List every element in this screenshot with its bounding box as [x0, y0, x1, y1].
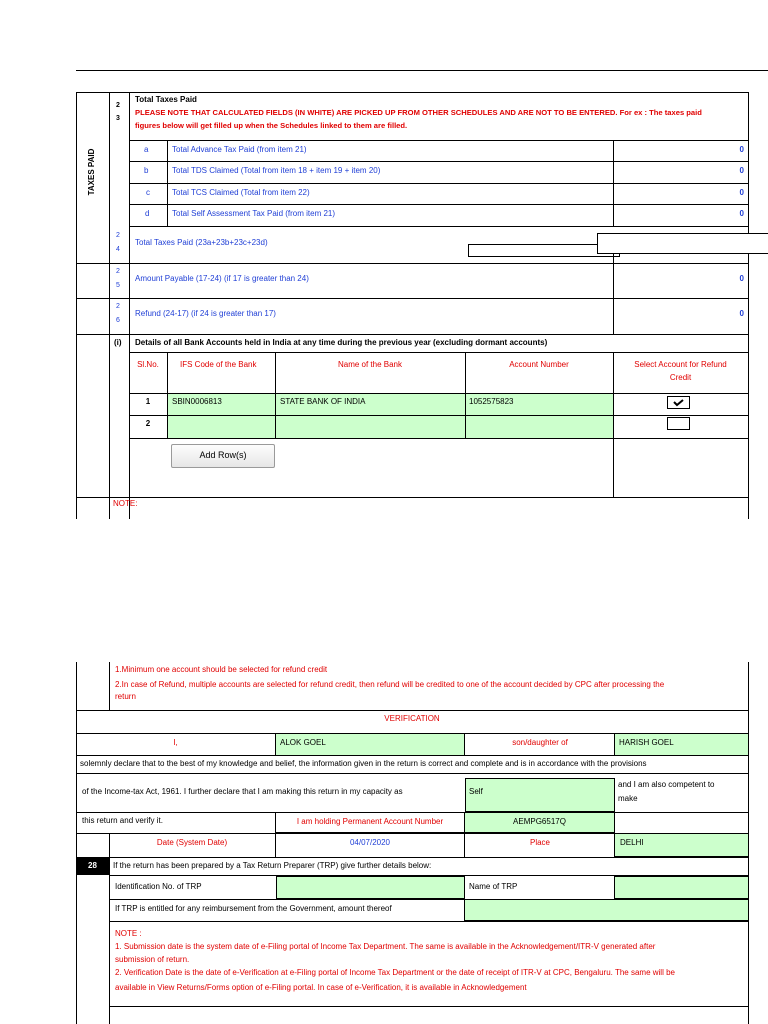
- bank-row-slno: 2: [145, 419, 151, 428]
- declarant-name-value: ALOK GOEL: [280, 738, 326, 747]
- subrow-label: Total TCS Claimed (Total from item 22): [172, 188, 310, 197]
- pan-value: AEMPG6517Q: [513, 817, 566, 826]
- ifsc-input[interactable]: [168, 394, 275, 415]
- frame-left: [76, 92, 77, 519]
- row25-num-b: 5: [116, 282, 120, 289]
- place-label: Place: [529, 838, 550, 847]
- trp-note1-l2: submission of return.: [115, 955, 190, 964]
- subrow-label: Total Advance Tax Paid (from item 21): [172, 145, 307, 154]
- row25-num-a: 2: [116, 268, 120, 275]
- check-icon: [668, 397, 689, 408]
- row25-label: Amount Payable (17-24) (if 17 is greater than 24): [135, 274, 309, 283]
- header-slno: Sl.No.: [137, 360, 159, 369]
- trp-reimbursement-label: If TRP is entitled for any reimbursement from the Government, amount thereof: [115, 904, 392, 913]
- header-bank-name: Name of the Bank: [337, 360, 403, 369]
- subrow-letter: a: [144, 145, 149, 154]
- row24-num-b: 4: [116, 246, 120, 253]
- trp-note2-l1: 2. Verification Date is the date of e-Verification at e-Filing portal of Income Tax Department or the date of receipt of ITR-V at CPC, Bengaluru. The same will be: [115, 968, 675, 977]
- subrow-letter: b: [144, 166, 149, 175]
- father-name-field[interactable]: [614, 733, 749, 756]
- place-field[interactable]: [614, 833, 749, 857]
- frame-col1: [109, 92, 110, 519]
- declarant-name-field[interactable]: [275, 733, 465, 756]
- trp-question: If the return has been prepared by a Tax Return Preparer (TRP) give further details below:: [113, 861, 432, 870]
- item-28-badge: [76, 857, 109, 875]
- declaration-text: solemnly declare that to the best of my knowledge and belief, the information given in the return is correct and complete and is in accordance with the provisions: [80, 759, 647, 768]
- bank-name-input[interactable]: [276, 394, 465, 415]
- row23-num-b: 3: [116, 115, 120, 122]
- trp-name-field[interactable]: [614, 876, 749, 899]
- competent-line1: and I am also competent to: [618, 780, 715, 789]
- son-daughter-label: son/daughter of: [512, 738, 568, 747]
- page-rule: [76, 70, 768, 71]
- account-number-value: 1052575823: [469, 397, 514, 406]
- refund-select-checkbox[interactable]: [667, 396, 690, 409]
- bank-roman: (i): [114, 338, 122, 347]
- date-label: Date (System Date): [156, 838, 228, 847]
- capacity-field[interactable]: [465, 778, 615, 812]
- trp-note-title: NOTE :: [115, 929, 142, 938]
- bank-name-value: STATE BANK OF INDIA: [280, 397, 366, 406]
- header-select-refund-l1: Select Account for Refund: [634, 360, 727, 369]
- subrow-letter: d: [145, 209, 150, 218]
- row23-num-a: 2: [116, 102, 120, 109]
- trp-id-field[interactable]: [276, 876, 465, 899]
- item-28-number: 28: [88, 861, 97, 870]
- act-text: of the Income-tax Act, 1961. I further declare that I am making this return in my capacity as: [82, 787, 403, 796]
- pan-label: I am holding Permanent Account Number: [296, 817, 444, 826]
- refund-select-checkbox[interactable]: [667, 417, 690, 430]
- trp-id-label: Identification No. of TRP: [115, 882, 202, 891]
- account-number-input[interactable]: [466, 416, 613, 438]
- row26-value: 0: [739, 309, 744, 318]
- account-number-input[interactable]: [466, 394, 613, 415]
- header-ifsc: IFS Code of the Bank: [180, 360, 257, 369]
- subrow-value: 0: [739, 166, 744, 175]
- row23-title: Total Taxes Paid: [135, 95, 197, 104]
- date-value: 04/07/2020: [349, 838, 391, 847]
- subrow-letter: c: [146, 188, 150, 197]
- i-label: I,: [173, 738, 178, 747]
- bank-note-label: NOTE:: [113, 499, 138, 508]
- subrow-value: 0: [739, 209, 744, 218]
- row23-note-line2: figures below will get filled up when the Schedules linked to them are filled.: [135, 121, 408, 130]
- add-rows-button[interactable]: Add Row(s): [171, 444, 275, 468]
- pan-label-cell: [275, 812, 465, 833]
- row24-total-field: [597, 233, 768, 254]
- capacity-value: Self: [469, 787, 483, 796]
- pan-field[interactable]: [464, 812, 615, 833]
- refund-note-2-cont: return: [115, 692, 136, 701]
- frame-right: [748, 92, 749, 519]
- father-name-value: HARISH GOEL: [619, 738, 674, 747]
- frame-top: [76, 92, 749, 93]
- trp-note2-l2: available in View Returns/Forms option of e-Filing portal. In case of e-Verification, it is available in Acknowledgement: [115, 983, 527, 992]
- trp-reimbursement-field[interactable]: [464, 899, 749, 921]
- ifsc-value: SBIN0006813: [172, 397, 222, 406]
- row24-label: Total Taxes Paid (23a+23b+23c+23d): [135, 238, 268, 247]
- subrow-label: Total TDS Claimed (Total from item 18 + item 19 + item 20): [172, 166, 381, 175]
- subrow-value: 0: [739, 188, 744, 197]
- competent-line2: make: [618, 794, 638, 803]
- refund-note-2: 2.In case of Refund, multiple accounts are selected for refund credit, then refund will be credited to one of the account decided by CPC after processing the: [115, 680, 665, 689]
- row24-num-a: 2: [116, 232, 120, 239]
- verify-text: this return and verify it.: [82, 816, 163, 825]
- frame-col2: [129, 92, 130, 519]
- bank-title: Details of all Bank Accounts held in India at any time during the previous year (excluding dormant accounts): [135, 338, 548, 347]
- row23-note-line1: PLEASE NOTE THAT CALCULATED FIELDS (IN WHITE) ARE PICKED UP FROM OTHER SCHEDULES AND ARE NOT TO BE ENTERED. For ex : The taxes paid: [135, 108, 702, 117]
- row26-label: Refund (24-17) (if 24 is greater than 17): [135, 309, 276, 318]
- verification-heading: VERIFICATION: [384, 714, 440, 723]
- row26-num-b: 6: [116, 317, 120, 324]
- place-value: DELHI: [620, 838, 644, 847]
- bank-row-slno: 1: [145, 397, 151, 406]
- trp-name-label: Name of TRP: [469, 882, 518, 891]
- refund-note-1: 1.Minimum one account should be selected for refund credit: [115, 665, 328, 674]
- ifsc-input[interactable]: [168, 416, 275, 438]
- bank-name-input[interactable]: [276, 416, 465, 438]
- trp-note1-l1: 1. Submission date is the system date of e-Filing portal of Income Tax Department. The same is available in the Acknowledgement/ITR-V generated after: [115, 942, 656, 951]
- subrow-value: 0: [739, 145, 744, 154]
- row26-num-a: 2: [116, 303, 120, 310]
- subrow-label: Total Self Assessment Tax Paid (from item 21): [172, 209, 336, 218]
- row25-value: 0: [739, 274, 744, 283]
- header-select-refund-l2: Credit: [669, 373, 692, 382]
- taxes-paid-side-label: TAXES PAID: [87, 148, 96, 196]
- header-account-number: Account Number: [509, 360, 569, 369]
